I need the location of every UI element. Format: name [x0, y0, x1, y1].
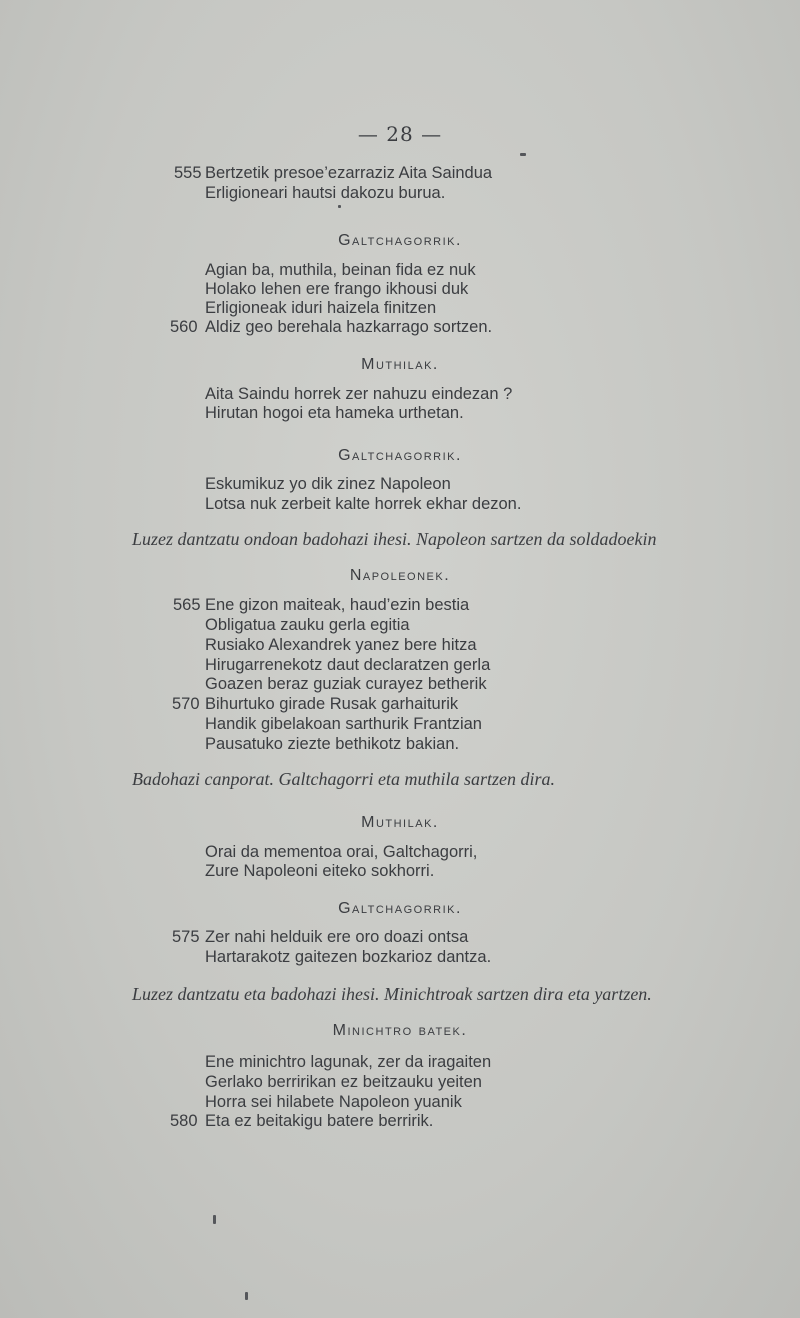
- verse-line: Aita Saindu horrek zer nahuzu eindezan ?: [205, 385, 513, 403]
- verse-line: Hirugarrenekotz daut declaratzen gerla: [205, 656, 491, 674]
- verse-line: Goazen beraz guziak curayez betherik: [205, 675, 487, 693]
- line-number: 560: [170, 318, 198, 336]
- verse-line: Zer nahi helduik ere oro doazi ontsa: [205, 928, 469, 946]
- verse-line: Ene gizon maiteak, haud’ezin bestia: [205, 596, 470, 614]
- speaker-heading: Galtchagorrik.: [338, 232, 462, 249]
- stage-direction: Luzez dantzatu eta badohazi ihesi. Minichtroak sartzen dira eta yartzen.: [132, 984, 652, 1004]
- verse-line: Hartarakotz gaitezen bozkarioz dantza.: [205, 948, 492, 966]
- speaker-heading: Napoleonek.: [349, 567, 451, 584]
- verse-line: Erligioneari hautsi dakozu burua.: [205, 184, 446, 202]
- verse-line: Eskumikuz yo dik zinez Napoleon: [205, 475, 451, 493]
- speaker-heading: Muthilak.: [361, 356, 439, 373]
- line-number: 580: [170, 1112, 198, 1130]
- verse-line: Aldiz geo berehala hazkarrago sortzen.: [205, 318, 493, 336]
- speaker-heading: Galtchagorrik.: [338, 447, 462, 464]
- verse-line: Pausatuko ziezte bethikotz bakian.: [205, 735, 460, 753]
- speaker-heading: Galtchagorrik.: [338, 900, 462, 917]
- verse-line: Lotsa nuk zerbeit kalte horrek ekhar dezon.: [205, 495, 522, 513]
- verse-line: Agian ba, muthila, beinan fida ez nuk: [205, 261, 476, 279]
- verse-line: Obligatua zauku gerla egitia: [205, 616, 410, 634]
- verse-line: Gerlako berririkan ez beitzauku yeiten: [205, 1073, 482, 1091]
- verse-line: Holako lehen ere frango ikhousi duk: [205, 280, 469, 298]
- verse-line: Bihurtuko girade Rusak garhaiturik: [205, 695, 459, 713]
- speaker-heading: Minichtro batek.: [332, 1022, 468, 1039]
- stage-direction: Luzez dantzatu ondoan badohazi ihesi. Napoleon sartzen da soldadoekin: [132, 529, 657, 549]
- line-number: 570: [172, 695, 200, 713]
- verse-line: Handik gibelakoan sarthurik Frantzian: [205, 715, 482, 733]
- paper-speck: [338, 205, 341, 208]
- verse-line: Erligioneak iduri haizela finitzen: [205, 299, 437, 317]
- line-number: 555: [174, 164, 202, 182]
- paper-speck: [213, 1215, 216, 1224]
- verse-line: Rusiako Alexandrek yanez bere hitza: [205, 636, 477, 654]
- line-number: 575: [172, 928, 200, 946]
- verse-line: Horra sei hilabete Napoleon yuanik: [205, 1093, 462, 1111]
- speaker-heading: Muthilak.: [361, 814, 439, 831]
- verse-line: Orai da mementoa orai, Galtchagorri,: [205, 843, 478, 861]
- line-number: 565: [173, 596, 201, 614]
- stage-direction: Badohazi canporat. Galtchagorri eta muthila sartzen dira.: [132, 769, 555, 789]
- paper-speck: [245, 1292, 248, 1300]
- paper-speck: [520, 153, 526, 156]
- page-number: — 28 —: [357, 122, 443, 146]
- verse-line: Bertzetik presoe’ezarraziz Aita Saindua: [205, 164, 493, 182]
- verse-line: Eta ez beitakigu batere berririk.: [205, 1112, 434, 1130]
- verse-line: Ene minichtro lagunak, zer da iragaiten: [205, 1053, 492, 1071]
- verse-line: Zure Napoleoni eiteko sokhorri.: [205, 862, 435, 880]
- verse-line: Hirutan hogoi eta hameka urthetan.: [205, 404, 464, 422]
